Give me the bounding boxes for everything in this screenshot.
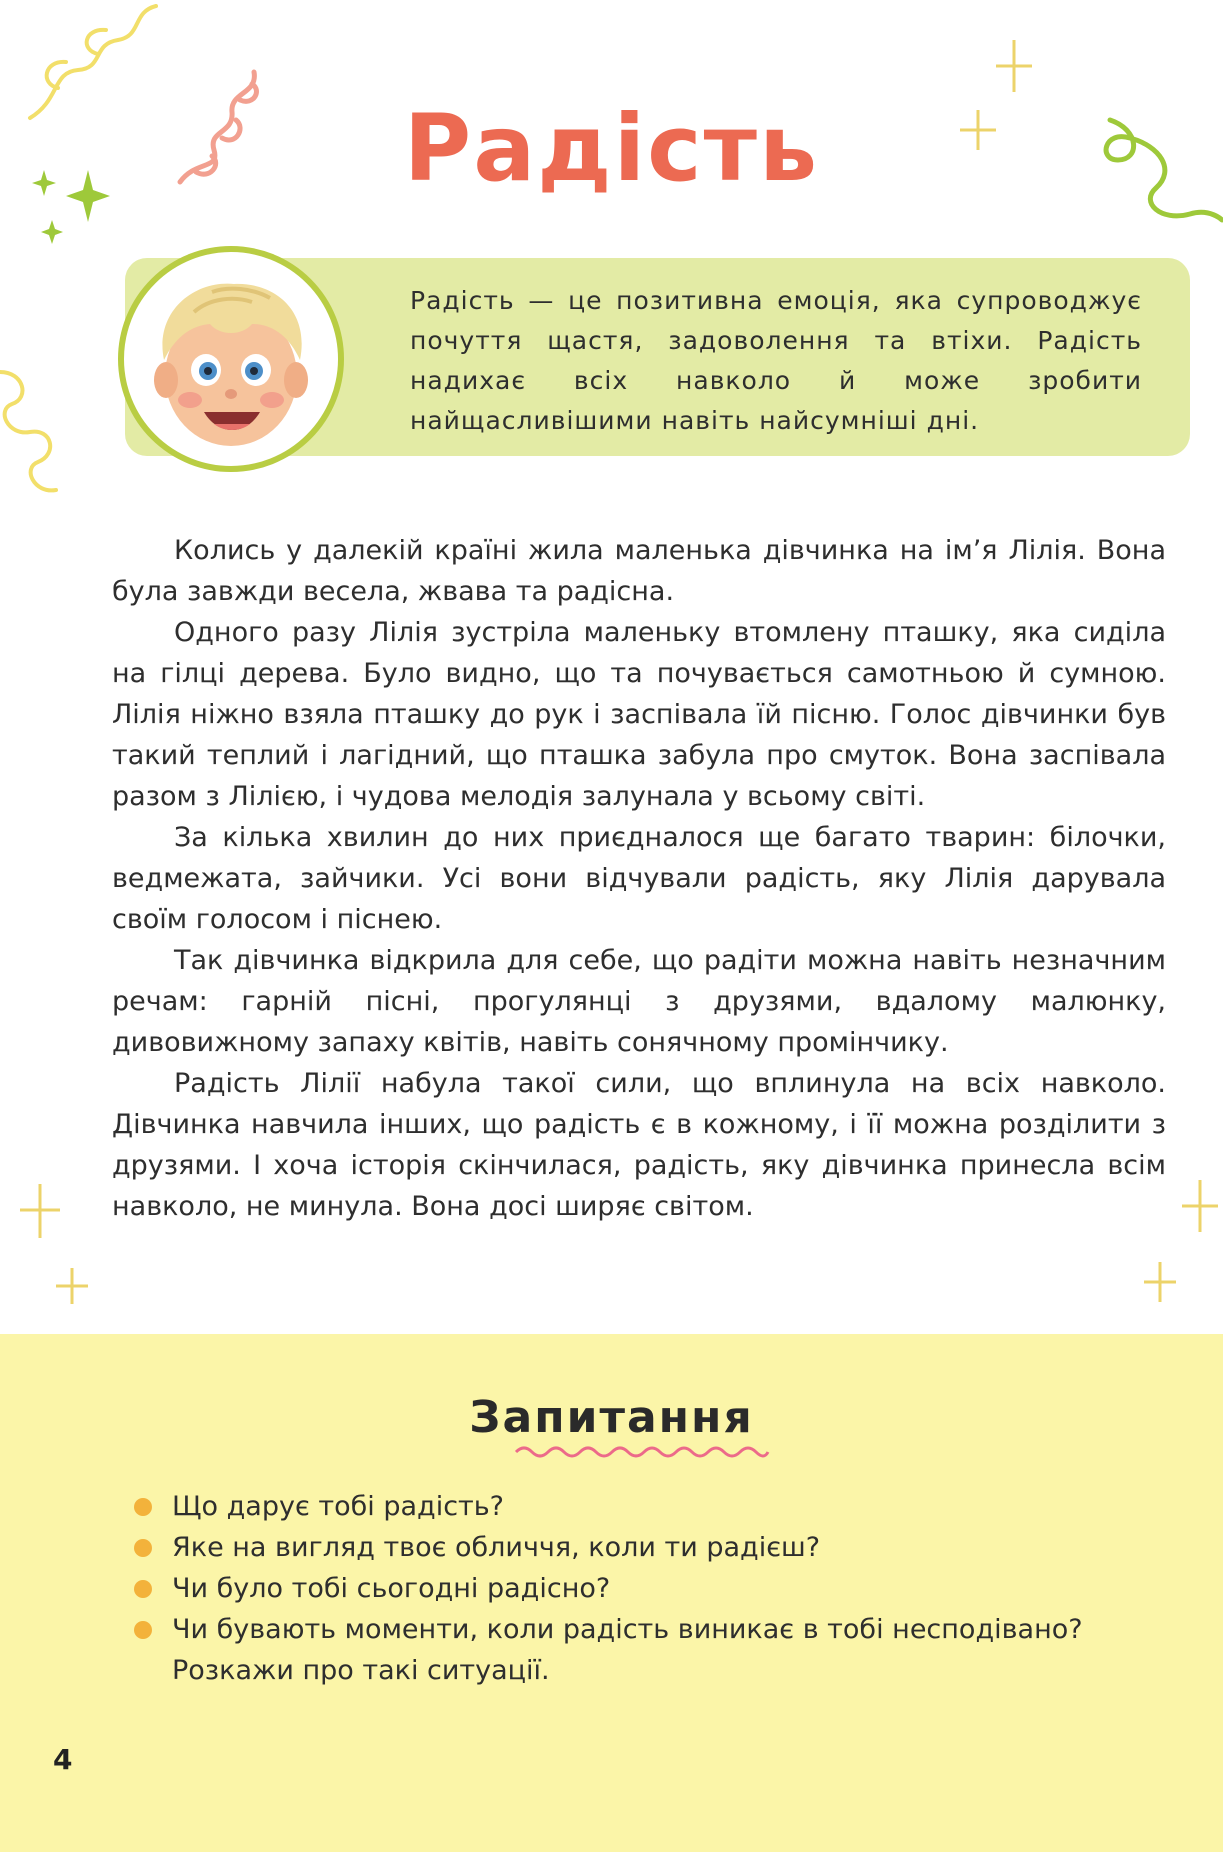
wavy-underline-icon xyxy=(514,1444,770,1460)
questions-title: Запитання xyxy=(469,1392,754,1443)
list-item: Чи бувають моменти, коли радість виникає в тобі несподівано? Розкажи про такі ситуації. xyxy=(134,1609,1124,1691)
bullet-icon xyxy=(134,1539,152,1557)
yellow-sparkles-left-mid xyxy=(20,1184,88,1304)
list-item: Чи було тобі сьогодні радісно? xyxy=(134,1568,1124,1609)
yellow-squiggle-left-mid xyxy=(0,372,56,490)
smiling-boy-face-icon xyxy=(124,252,338,466)
page-number: 4 xyxy=(53,1743,73,1776)
list-item: Яке на вигляд твоє обличчя, коли ти радієш? xyxy=(134,1527,1124,1568)
page-title: Радість xyxy=(403,95,820,202)
bullet-icon xyxy=(134,1498,152,1516)
list-item: Що дарує тобі радість? xyxy=(134,1486,1124,1527)
avatar xyxy=(118,246,344,472)
questions-list xyxy=(134,1486,1124,1691)
story xyxy=(112,530,1166,1227)
story-paragraph: Одного разу Лілія зустріла маленьку втомлену пташку, яка сиділа на гілці дерева. Було видно, що та почувається самотньою й сумною. Лілія ніжно взяла пташку до рук і заспівала їй пісню. Голос дівчинки був такий теплий і лагідний, що пташка забула про смуток. Вона заспівала разом з Лілією, і чудова мелодія залунала у всьому світі. xyxy=(112,617,1166,812)
story-paragraph: Радість Лілії набула такої сили, що вплинула на всіх навколо. Дівчинка навчила інших, що радість є в кожному, і її можна розділити з друзями. І хоча історія скінчилася, радість, яку дівчинка принесла всім навколо, не минула. Вона досі ширяє світом. xyxy=(112,1068,1166,1222)
bullet-icon xyxy=(134,1580,152,1598)
story-paragraph: Колись у далекій країні жила маленька дівчинка на ім’я Лілія. Вона була завжди весела, жвава та радісна. xyxy=(112,535,1166,607)
bullet-icon xyxy=(134,1621,152,1639)
story-paragraph: За кілька хвилин до них приєдналося ще багато тварин: білочки, ведмежата, зайчики. Усі вони відчували радість, яку Лілія дарувала своїм голосом і піснею. xyxy=(112,822,1166,935)
intro-definition: Радість — це позитивна емоція, яка супроводжує почуття щастя, задоволення та втіхи. Радість надихає всіх навколо й може зробити найщасливішими навіть найсумніші дні. xyxy=(410,286,1142,435)
story-paragraph: Так дівчинка відкрила для себе, що радіти можна навіть незначним речам: гарній пісні, прогулянці з друзями, вдалому малюнку, дивовижному запаху квітів, навіть сонячному промінчику. xyxy=(112,945,1166,1058)
